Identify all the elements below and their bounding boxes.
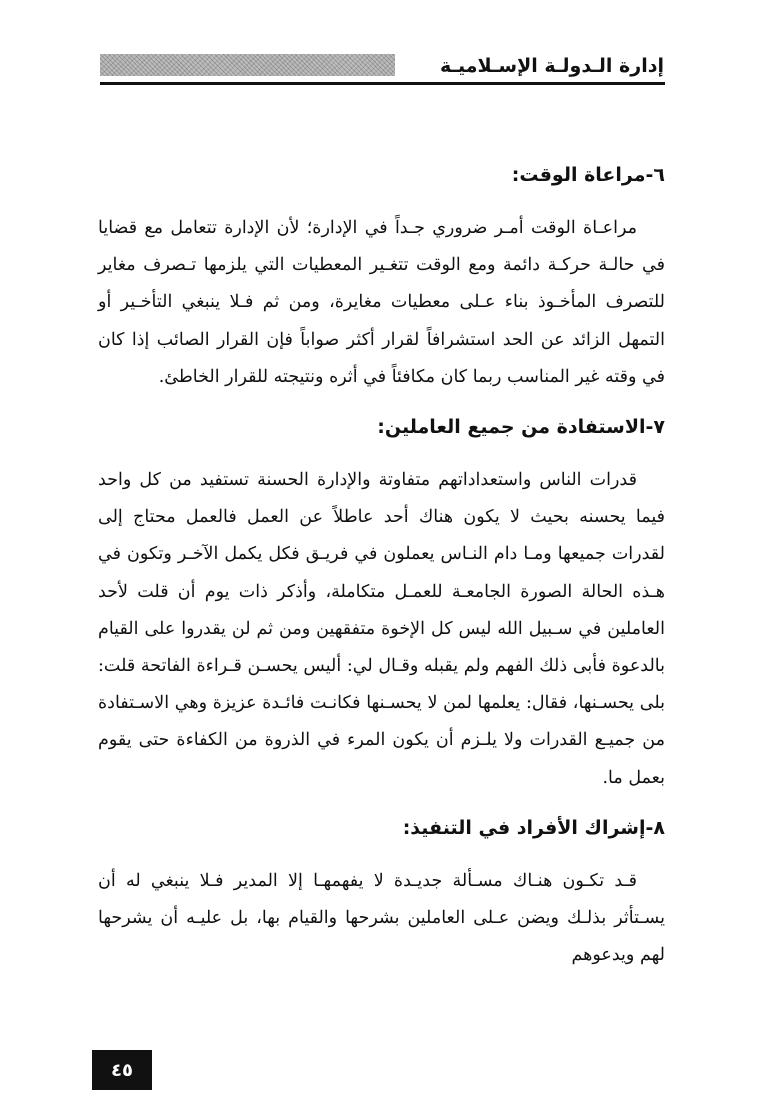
section-heading: ٧-الاستفادة من جميع العاملين: [377,416,665,439]
header-decorative-band [100,54,395,76]
section-heading: ٨-إشراك الأفراد في التنفيذ: [402,816,665,839]
section-paragraph: قـد تكـون هنـاك مسـألة جديـدة لا يفهمهـا إلا المدير فـلا ينبغي له أن يسـتأثر بذلـك ويضن عـلى العاملين بشرحها والقيام بها، بل عليـه أن يشرحها لهم ويدعوهم [98,870,665,966]
header-divider [100,82,665,85]
page-number: ٤٥ [92,1050,152,1090]
section-heading: ٦-مراعاة الوقت: [511,164,665,186]
running-header-title: إدارة الـدولـة الإسـلاميـة [439,55,664,77]
page-body [98,160,665,974]
section-paragraph: قدرات الناس واستعداداتهم متفاوتة والإدارة الحسنة تستفيد من كل واحد فيما يحسنه بحيث لا يكون هناك أحد عاطلاً عن العمل فالعمل محتاج إلى لقدرات جميعها ومـا دام النـاس يعملون في فريـق فكل يكمل الآخـر وتكون في هـذه الحالة الصورة الجامعـة للعمـل متكاملة، وأذكر ذات يوم أن قلت لأحد العاملين في سـبيل الله ليس كل الإخوة متفقهين ومن ثم لن يقدروا على القيام بالدعوة فأبى ذلك الفهم ولم يقبله وقـال لي: أليس يحسـن قـراءة الفاتحة قلت: بلى يحسـنها، فقال: يعلمها لمن لا يحسـنها فكانـت فائـدة عزيزة وهي الاسـتفادة من جميـع القدرات ولا يلـزم أن يكون المرء في الذروة من الكفاءة حتى يقوم بعمل ما. [98,470,665,788]
section-paragraph: مراعـاة الوقت أمـر ضروري جـداً في الإدارة؛ لأن الإدارة تتعامل مع قضايا في حالـة حركـة دائمة ومع الوقت تتغـير المعطيات التي يلزمها تـصرف مغاير للتصرف المأخـوذ بناء عـلى معطيات مغايرة، ومن ثم فـلا ينبغي التأخـير أو التمهل الزائد عن الحد استشرافاً لقرار أكثر صواباً فإن القرار الصائب إذا كان في وقته غير المناسب ربما كان مكافئاً في أثره ونتيجته للقرار الخاطئ. [98,218,665,387]
